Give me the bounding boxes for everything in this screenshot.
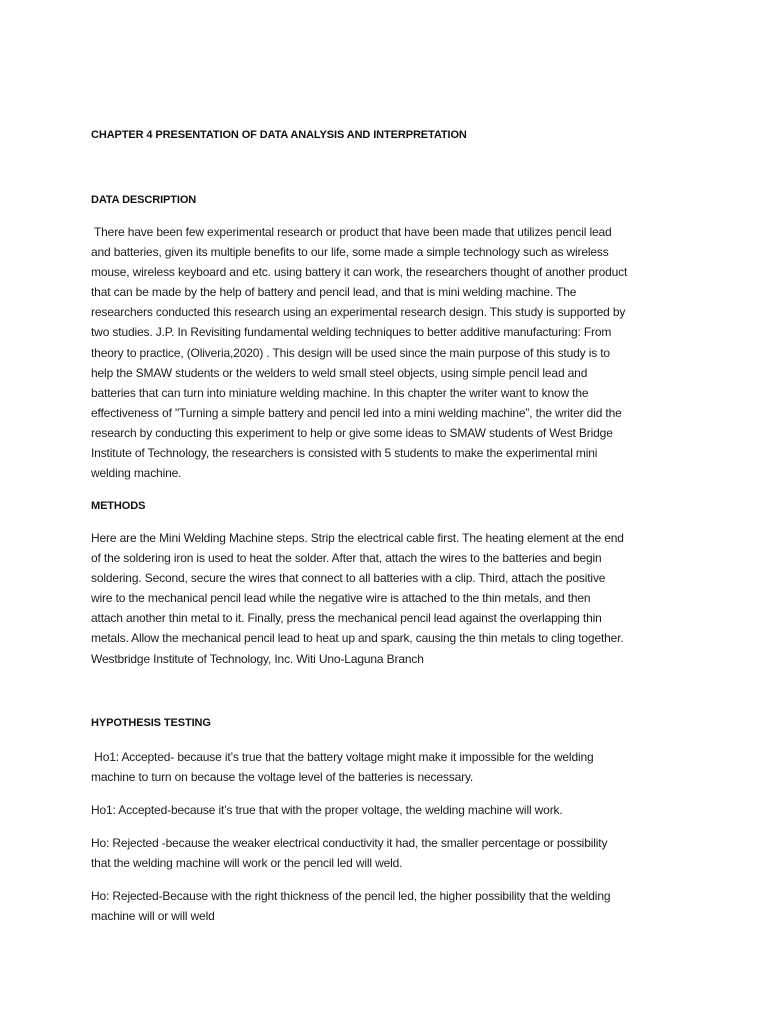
chapter-title — [91, 125, 731, 145]
paragraph-line: theory to practice, (Oliveria,2020) . This design will be used since the main purpose of this study is to — [91, 345, 610, 360]
paragraph-line: mouse, wireless keyboard and etc. using battery it can work, the researchers thought of another product — [91, 265, 628, 280]
paragraph-line: and batteries, given its multiple benefits to our life, some made a simple technology such as wireless — [91, 245, 609, 260]
paragraph-line: help the SMAW students or the welders to weld small steel objects, using simple pencil lead and — [91, 365, 588, 380]
hypothesis-paragraph — [91, 833, 731, 873]
data-description-paragraph — [91, 222, 731, 483]
paragraph-line: researchers conducted this research using an experimental research design. This study is supported by — [91, 305, 626, 320]
paragraph-line: that the welding machine will work or the pencil led will weld. — [91, 856, 403, 871]
section-heading-methods — [91, 496, 731, 516]
section-heading-text: HYPOTHESIS TESTING — [91, 717, 211, 729]
paragraph-line: metals. Allow the mechanical pencil lead to heat up and spark, causing the thin metals to cling together. — [91, 631, 624, 646]
paragraph-line: soldering. Second, secure the wires that connect to all batteries with a clip. Third, attach the positive — [91, 571, 606, 586]
section-heading-text: METHODS — [91, 500, 146, 512]
paragraph-line: of the soldering iron is used to heat the solder. After that, attach the wires to the batteries and begin — [91, 551, 602, 566]
paragraph-line: machine to turn on because the voltage level of the batteries is necessary. — [91, 770, 474, 785]
section-heading-data-description — [91, 190, 731, 210]
paragraph-line: attach another thin metal to it. Finally, press the mechanical pencil lead against the overlapping thin — [91, 611, 602, 626]
paragraph-line: Ho1: Accepted-because it’s true that with the proper voltage, the welding machine will work. — [91, 803, 563, 817]
methods-paragraph — [91, 528, 731, 669]
paragraph-line: Institute of Technology, the researchers is consisted with 5 students to make the experimental mini — [91, 446, 598, 461]
chapter-title-text: CHAPTER 4 PRESENTATION OF DATA ANALYSIS AND INTERPRETATION — [91, 129, 467, 141]
paragraph-line: Ho1: Accepted- because it’s true that the battery voltage might make it impossible for the welding — [91, 750, 594, 764]
paragraph-line: wire to the mechanical pencil lead while the negative wire is attached to the thin metals, and then — [91, 591, 591, 606]
paragraph-line: two studies. J.P. In Revisiting fundamental welding techniques to better additive manufacturing: From — [91, 325, 612, 340]
paragraph-line: Ho: Rejected-Because with the right thickness of the pencil led, the higher possibility that the welding — [91, 889, 611, 903]
paragraph-line: batteries that can turn into miniature welding machine. In this chapter the writer want to know the — [91, 385, 589, 400]
paragraph-line: Here are the Mini Welding Machine steps. Strip the electrical cable first. The heating element at the end — [91, 531, 624, 545]
paragraph-line: machine will or will weld — [91, 909, 215, 924]
paragraph-line: Westbridge Institute of Technology, Inc. Witi Uno-Laguna Branch — [91, 651, 424, 666]
paragraph-line: Ho: Rejected -because the weaker electrical conductivity it had, the smaller percentage or possibility — [91, 836, 608, 850]
paragraph-line: effectiveness of "Turning a simple battery and pencil led into a mini welding machine”, the writer did the — [91, 405, 622, 420]
section-heading-hypothesis-testing — [91, 713, 731, 733]
paragraph-line: welding machine. — [91, 466, 182, 481]
hypothesis-paragraph — [91, 800, 731, 820]
section-heading-text: DATA DESCRIPTION — [91, 194, 197, 206]
paragraph-line: There have been few experimental research or product that have been made that utilizes pencil lead — [91, 225, 612, 239]
hypothesis-paragraph — [91, 886, 731, 926]
hypothesis-paragraph — [91, 747, 731, 787]
paragraph-line: research by conducting this experiment to help or give some ideas to SMAW students of West Bridge — [91, 425, 613, 440]
paragraph-line: that can be made by the help of battery and pencil lead, and that is mini welding machine. The — [91, 285, 577, 300]
